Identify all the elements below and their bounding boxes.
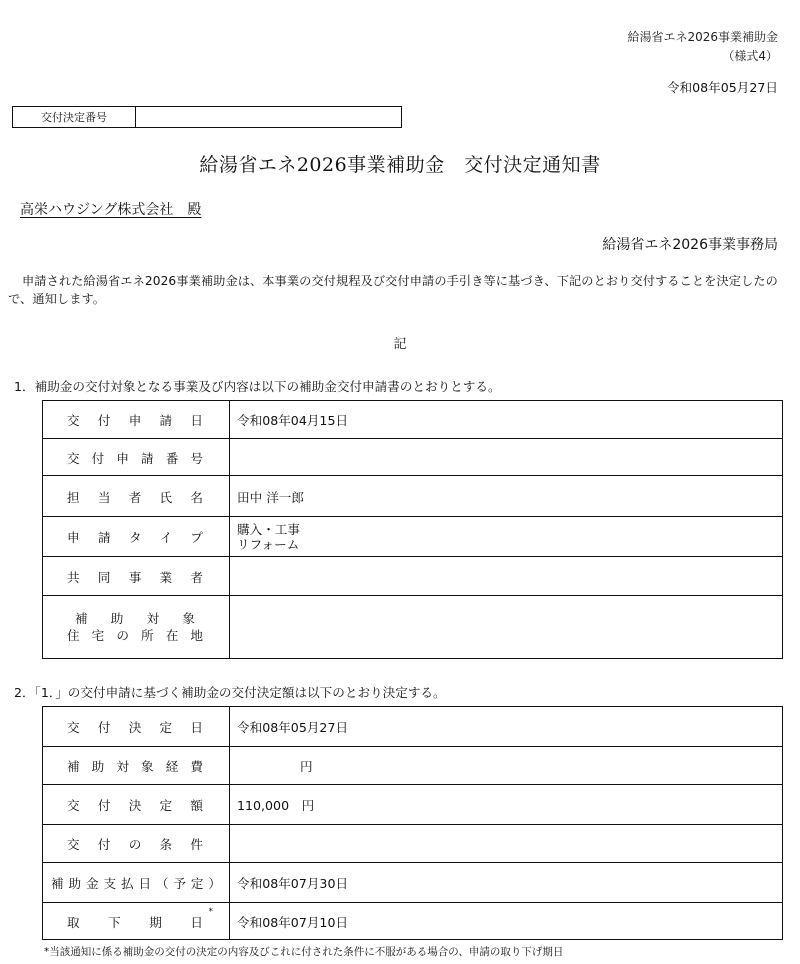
table-row: [43, 476, 783, 517]
table-row: [43, 707, 783, 747]
row-label: 共同事業者: [43, 557, 230, 596]
table-row: [43, 596, 783, 659]
row-value: [230, 439, 783, 476]
row-value: 110,000 円: [230, 785, 783, 825]
value-line: リフォーム: [237, 536, 300, 552]
row-value: 令和08年07月30日: [230, 863, 783, 903]
row-value: [230, 557, 783, 596]
row-label: 申請タイプ: [43, 517, 230, 557]
footnote: *当該通知に係る補助金の交付の決定の内容及びこれに付された条件に不服がある場合の、申請の取り下げ期日: [44, 946, 564, 958]
row-label: 交付申請日: [43, 401, 230, 439]
row-value: 円: [230, 747, 783, 785]
notice-number-value: [136, 107, 401, 127]
row-label: 交付決定日: [43, 707, 230, 747]
row-label: 担当者氏名: [43, 476, 230, 517]
row-value: [230, 596, 783, 659]
ki-marker: 記: [393, 337, 407, 352]
row-value: [230, 517, 783, 557]
row-label: 交付の条件: [43, 825, 230, 863]
notice-number-label: 交付決定番号: [13, 107, 136, 127]
form-number: （様式4）: [722, 49, 778, 63]
program-name-header: 給湯省エネ2026事業補助金: [627, 30, 778, 44]
table-row: [43, 401, 783, 439]
issuer: 給湯省エネ2026事業事務局: [602, 237, 778, 253]
table-row: [43, 863, 783, 903]
row-value: 田中 洋一郎: [230, 476, 783, 517]
row-label: 補助金支払日（予定）: [43, 863, 230, 903]
row-value: 令和08年04月15日: [230, 401, 783, 439]
row-label: 補助対象経費: [43, 747, 230, 785]
table-row: [43, 517, 783, 557]
row-label: [43, 903, 230, 940]
row-label: 交付決定額: [43, 785, 230, 825]
table-row: [43, 785, 783, 825]
row-label: [43, 596, 230, 659]
application-table: [42, 400, 783, 659]
table-row: [43, 747, 783, 785]
label-line: 住宅の所在地: [67, 628, 203, 643]
table-row: [43, 439, 783, 476]
section2-heading: 2．「1．」の交付申請に基づく補助金の交付決定額は以下のとおり決定する。: [14, 685, 446, 700]
addressee: 高栄ハウジング株式会社 殿: [20, 202, 202, 218]
body-paragraph: 申請された給湯省エネ2026事業補助金は、本事業の交付規程及び交付申請の手引き等に基づき、下記のとおり交付することを決定したので、通知します。: [8, 274, 778, 306]
table-row: [43, 557, 783, 596]
table-row: [43, 903, 783, 940]
page-title: 給湯省エネ2026事業補助金 交付決定通知書: [199, 154, 601, 176]
row-value: [230, 825, 783, 863]
label-text: 取下期日: [67, 914, 203, 930]
notice-number-box: [12, 106, 402, 128]
decision-table: [42, 706, 783, 940]
table-row: [43, 825, 783, 863]
asterisk-mark: *: [208, 907, 213, 917]
label-line: 補助対象: [75, 611, 195, 626]
row-label: 交付申請番号: [43, 439, 230, 476]
row-value: 令和08年05月27日: [230, 707, 783, 747]
section1-heading: 1．補助金の交付対象となる事業及び内容は以下の補助金交付申請書のとおりとする。: [14, 379, 501, 394]
issue-date: 令和08年05月27日: [666, 80, 778, 95]
value-line: 購入・工事: [237, 521, 300, 537]
row-value: 令和08年07月10日: [230, 903, 783, 940]
